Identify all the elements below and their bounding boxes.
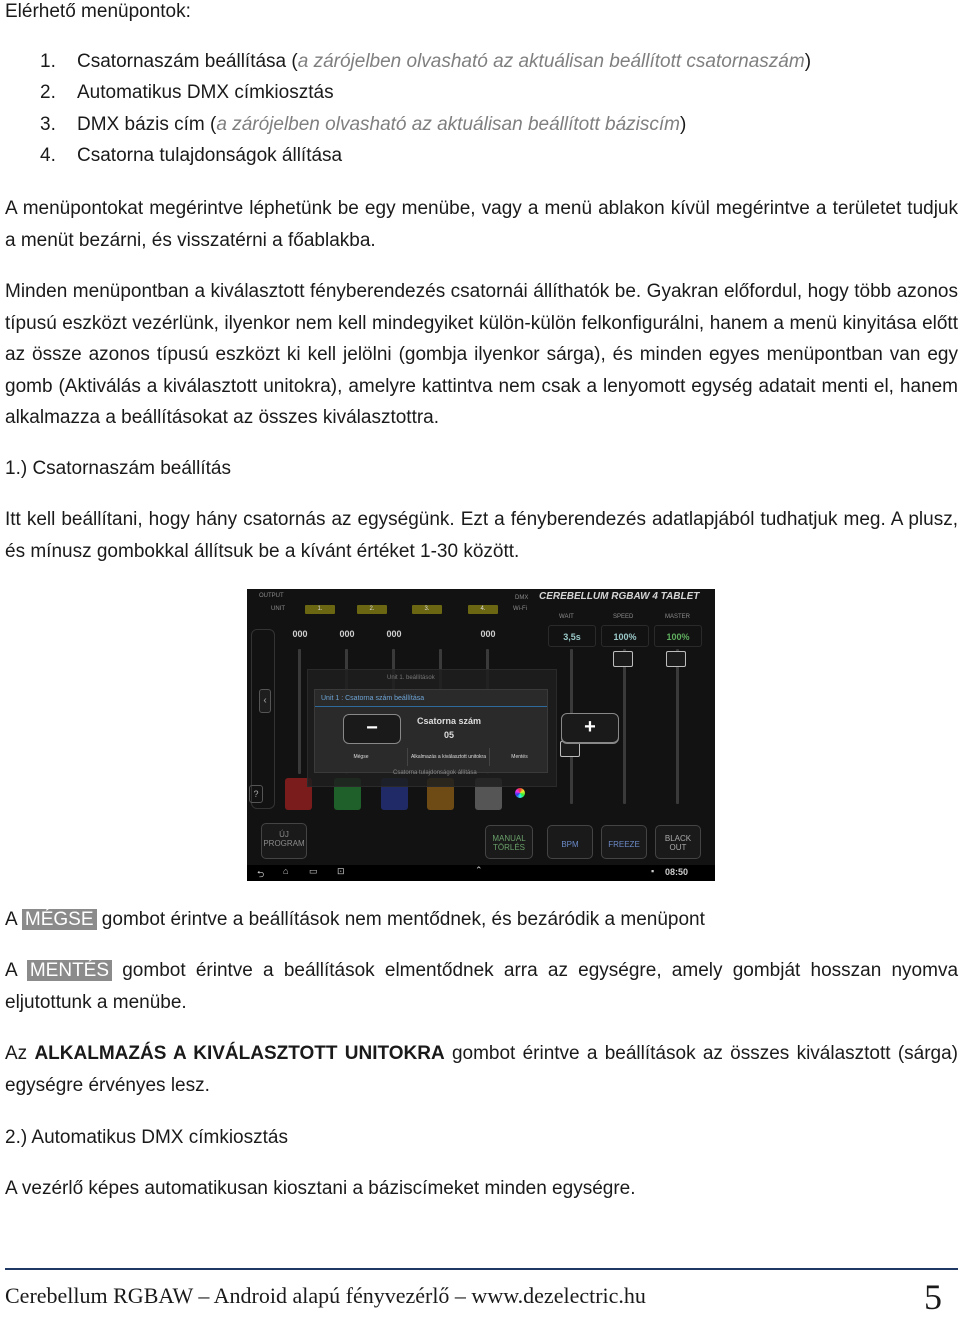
master-fader-track[interactable] — [676, 649, 679, 804]
notification-icon[interactable]: ▪ — [651, 866, 655, 876]
plus-button-visual[interactable]: + — [561, 713, 619, 743]
paragraph-cancel: A MÉGSE gombot érintve a beállítások nem mentődnek, és bezáródik a menüpont — [5, 909, 705, 930]
cancel-button[interactable]: Mégse — [353, 754, 369, 760]
recent-apps-icon[interactable]: ▭ — [309, 866, 318, 876]
back-icon[interactable]: ⮌ — [257, 869, 265, 879]
screenshot-icon[interactable]: ⊡ — [337, 866, 345, 876]
speed-label: SPEED — [613, 614, 634, 620]
paragraph-auto-dmx: A vezérlő képes automatikusan kiosztani a báziscímeket minden egységre. — [5, 1178, 636, 1199]
fader-track-1[interactable] — [298, 649, 301, 774]
footer-rule — [5, 1268, 958, 1270]
dmx-label: DMX — [515, 595, 529, 601]
app-title: CEREBELLUM RGBAW 4 TABLET — [539, 591, 700, 602]
heading-auto-dmx: 2.) Automatikus DMX címkiosztás — [5, 1127, 288, 1148]
app-screenshot — [247, 589, 715, 881]
new-program-button[interactable]: ÚJ PROGRAM — [261, 823, 307, 859]
bpm-button[interactable]: BPM — [547, 825, 593, 859]
heading-channel-count: 1.) Csatornaszám beállítás — [5, 458, 231, 479]
manual-clear-button[interactable]: MANUAL TÖRLÉS — [485, 825, 533, 859]
unit-button-3[interactable]: 3. — [412, 605, 442, 614]
unit-button-4[interactable]: 4. — [468, 605, 498, 614]
output-label: OUTPUT — [259, 593, 284, 599]
save-chip: MENTÉS — [27, 960, 112, 981]
channel-value-3: 000 — [386, 629, 402, 639]
minus-button[interactable]: − — [343, 714, 401, 744]
blackout-button[interactable]: BLACK OUT — [655, 825, 701, 859]
save-button[interactable]: Mentés — [489, 748, 549, 766]
paragraph-apply: Az ALKALMAZÁS A KIVÁLASZTOTT UNITOKRA gombot érintve a beállítások az összes kiválasztott (sárga) egységre érvényes lesz. — [5, 1043, 958, 1096]
counter-label: Csatorna szám — [416, 716, 482, 726]
master-label: MASTER — [665, 614, 691, 620]
speed-value: 100% — [601, 625, 649, 647]
wait-label: WAIT — [559, 614, 574, 620]
android-nav-bar — [247, 865, 715, 881]
freeze-button[interactable]: FREEZE — [601, 825, 647, 859]
unit-button-1[interactable]: 1. — [305, 605, 335, 614]
menu-item-4: 4. Csatorna tulajdonságok állítása — [40, 145, 343, 166]
help-button[interactable]: ? — [249, 785, 263, 803]
color-wheel-icon[interactable] — [515, 788, 525, 798]
clock: 08:50 — [665, 867, 689, 877]
paragraph-save: A MENTÉS gombot érintve a beállítások elmentődnek arra az egységre, amely gombját hosszan nyomva eljutottunk a menübe. — [5, 960, 959, 1013]
master-value: 100% — [654, 625, 702, 647]
paragraph-channel-count: Itt kell beállítani, hogy hány csatornás az egységünk. Ezt a fényberendezés adatlapjából tudhatjuk meg. A plusz, és mínusz gombokkal állítsuk be a kívánt értéket 1-30 között. — [5, 509, 958, 562]
wifi-label: Wi-Fi — [513, 606, 527, 612]
unit-label: UNIT — [271, 606, 285, 612]
paragraph-selection: Minden menüpontban a kiválasztott fényberendezés csatornái állíthatók be. Gyakran előfordul, hogy több azonos típusú eszközt vezérlünk, ilyenkor nem kell mindegyiket külön-külön felkonfigurálni, hanem a menü kinyitása előtt az össze azonos típusú eszközt ki kell jelölni (gombja ilyenkor sárga), és minden egyes menüpontban van egy gomb (Aktiválás a kiválasztott unitokra), amelyre kattintva nem csak a lenyomott egység adatait menti el, hanem alkalmazza a beállításokat az összes kiválasztottra. — [5, 281, 958, 428]
apply-bold: ALKALMAZÁS A KIVÁLASZTOTT UNITOKRA — [34, 1043, 445, 1064]
channel-value-4: 000 — [480, 629, 496, 639]
speed-fader-knob[interactable] — [613, 651, 633, 667]
page-number: 5 — [924, 1277, 942, 1317]
chevron-up-icon[interactable]: ⌃ — [475, 865, 483, 875]
apply-to-selected-button[interactable]: Alkalmazás a kiválasztott unitokra — [407, 748, 489, 766]
paragraph-menu-usage: A menüpontokat megérintve léphetünk be egy menübe, vagy a menü ablakon kívül megérintve a területet tudjuk a menüt bezárni, és visszatérni a főablakba. — [5, 198, 958, 251]
dialog-title: Unit 1 : Csatorna szám beállítása — [315, 690, 547, 707]
menu-item-unit-settings[interactable]: Unit 1. beállítások — [387, 675, 435, 681]
menu-item-3: 3. DMX bázis cím (a zárójelben olvasható az aktuálisan beállított báziscím) — [40, 114, 687, 135]
menu-item-channel-properties[interactable]: Csatorna tulajdonságok állítása — [393, 770, 477, 776]
output-fader-track[interactable] — [251, 629, 275, 809]
chevron-left-icon[interactable]: ‹ — [259, 689, 271, 713]
master-fader-knob[interactable] — [666, 651, 686, 667]
menu-item-2: 2. Automatikus DMX címkiosztás — [40, 82, 334, 103]
speed-fader-track[interactable] — [623, 649, 626, 804]
menu-item-1: 1. Csatornaszám beállítása (a zárójelben olvasható az aktuálisan beállított csatornaszám) — [40, 51, 812, 72]
cancel-chip: MÉGSE — [22, 909, 97, 930]
channel-value-1: 000 — [292, 629, 308, 639]
footer-text: Cerebellum RGBAW – Android alapú fényvezérlő – www.dezelectric.hu — [5, 1283, 646, 1308]
counter-value: 05 — [443, 730, 454, 740]
channel-value-2: 000 — [339, 629, 355, 639]
intro-text: Elérhető menüpontok: — [5, 1, 191, 22]
wait-value: 3,5s — [548, 625, 596, 647]
channel-count-dialog — [314, 689, 548, 773]
home-icon[interactable]: ⌂ — [283, 866, 289, 876]
unit-button-2[interactable]: 2. — [357, 605, 387, 614]
